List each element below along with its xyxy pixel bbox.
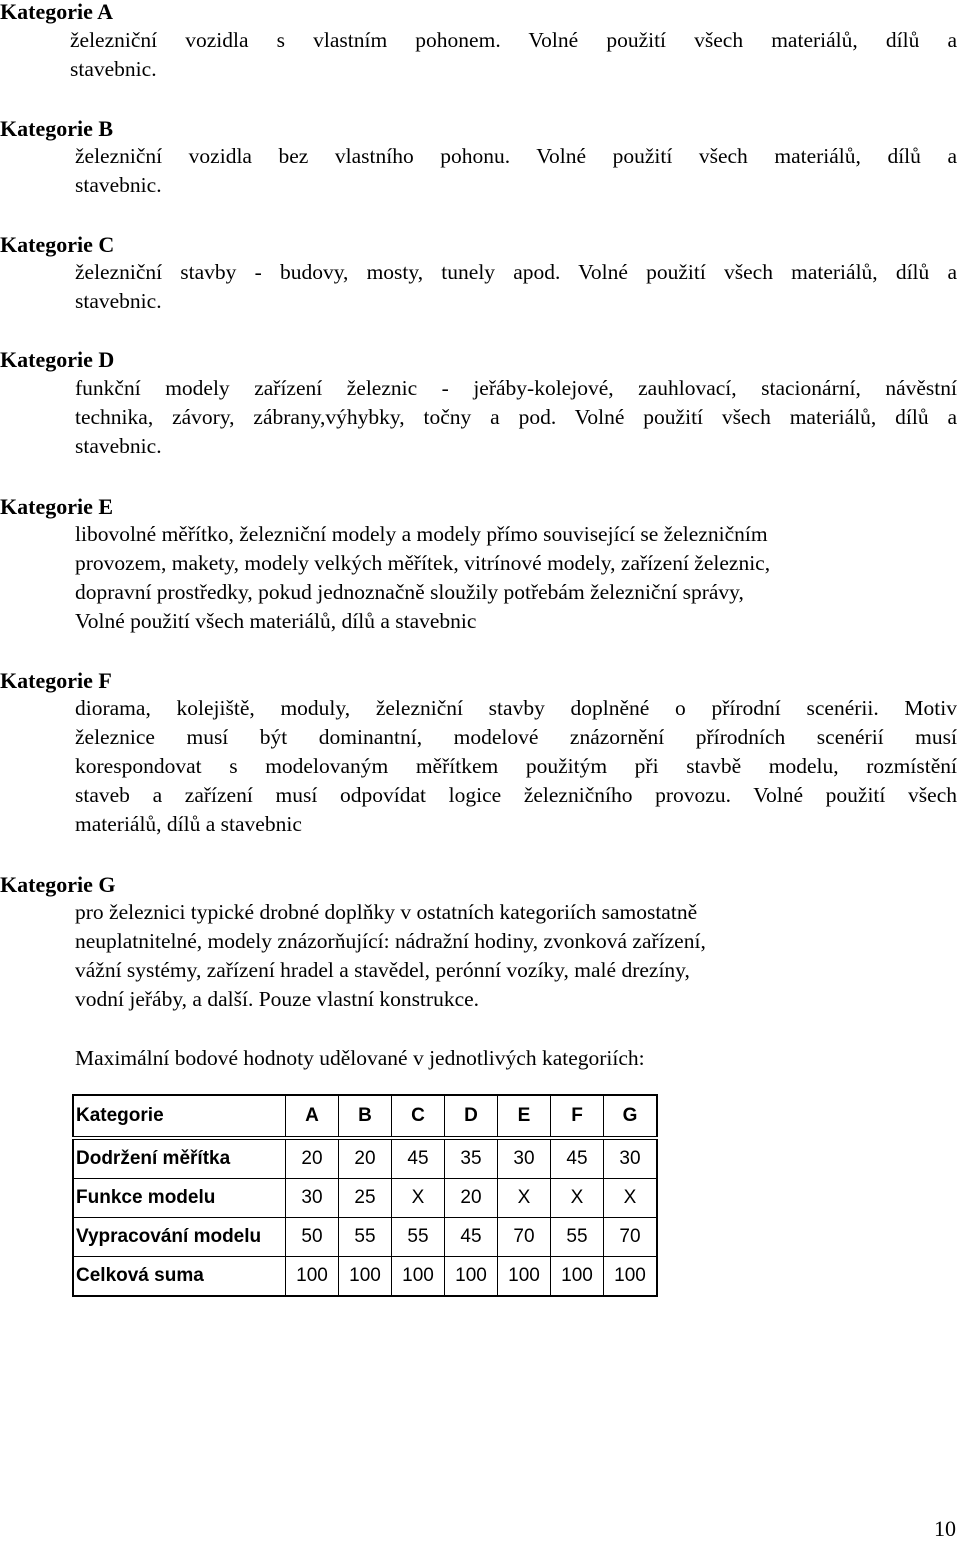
text-line: libovolné měřítko, železniční modely a modely přímo související se železničním	[75, 522, 768, 546]
category-title: Kategorie C	[0, 232, 115, 257]
table-cell: 55	[339, 1218, 392, 1257]
table-row	[73, 1218, 657, 1257]
table-cell: 45	[392, 1138, 445, 1179]
text-line: stavebnic.	[75, 434, 162, 458]
table-header-cell: F	[551, 1095, 604, 1138]
category-description	[75, 142, 957, 200]
category-description	[75, 520, 957, 636]
table-cell: 100	[498, 1257, 551, 1297]
table-cell: 35	[445, 1138, 498, 1179]
text-line: železnice musí být dominantní, modelové znázornění přírodních scenérií musí	[75, 725, 957, 749]
text-line: funkční modely zařízení železnic - jeřáby-kolejové, zauhlovací, stacionární, návěstní	[75, 376, 957, 400]
table-cell: 100	[551, 1257, 604, 1297]
category-title: Kategorie E	[0, 494, 114, 519]
table-row-label: Funkce modelu	[73, 1179, 286, 1218]
text-line: vážní systémy, zařízení hradel a stavědel, perónní vozíky, malé drezíny,	[75, 958, 690, 982]
text-line: stavebnic.	[75, 289, 162, 313]
category-title: Kategorie A	[0, 0, 114, 24]
table-cell: X	[604, 1179, 658, 1218]
table-cell: X	[498, 1179, 551, 1218]
table-cell: 70	[498, 1218, 551, 1257]
table-cell: X	[392, 1179, 445, 1218]
table-cell: 20	[445, 1179, 498, 1218]
table-intro: Maximální bodové hodnoty udělované v jednotlivých kategoriích:	[75, 1046, 645, 1070]
table-cell: 50	[286, 1218, 339, 1257]
table-row-label: Dodržení měřítka	[73, 1138, 286, 1179]
table-cell: 70	[604, 1218, 658, 1257]
table-cell: 100	[392, 1257, 445, 1297]
text-line: železniční vozidla bez vlastního pohonu. Volné použití všech materiálů, dílů a	[75, 144, 957, 168]
table-cell: 25	[339, 1179, 392, 1218]
score-table	[72, 1094, 658, 1297]
text-line: korespondovat s modelovaným měřítkem použitým při stavbě modelu, rozmístění	[75, 754, 957, 778]
table-cell: 100	[445, 1257, 498, 1297]
text-line: diorama, kolejiště, moduly, železniční stavby doplněné o přírodní scenérii. Motiv	[75, 696, 957, 720]
text-line: neuplatnitelné, modely znázorňující: nádražní hodiny, zvonková zařízení,	[75, 929, 706, 953]
text-line: provozem, makety, modely velkých měřítek, vitrínové modely, zařízení železnic,	[75, 551, 771, 575]
table-cell: 20	[286, 1138, 339, 1179]
table-cell: 30	[604, 1138, 658, 1179]
table-header-cell: G	[604, 1095, 658, 1138]
table-row	[73, 1138, 657, 1179]
table-row	[73, 1257, 657, 1297]
text-line: stavebnic.	[75, 173, 162, 197]
table-cell: 30	[498, 1138, 551, 1179]
category-description	[75, 898, 957, 1014]
text-line: materiálů, dílů a stavebnic	[75, 812, 302, 836]
category-description	[75, 258, 957, 316]
table-cell: 55	[392, 1218, 445, 1257]
table-header-cell: A	[286, 1095, 339, 1138]
category-title: Kategorie G	[0, 872, 116, 897]
text-line: dopravní prostředky, pokud jednoznačně sloužily potřebám železniční správy,	[75, 580, 744, 604]
table-cell: 45	[445, 1218, 498, 1257]
text-line: vodní jeřáby, a další. Pouze vlastní konstrukce.	[75, 987, 480, 1011]
table-cell: X	[551, 1179, 604, 1218]
text-line: Volné použití všech materiálů, dílů a stavebnic	[75, 609, 477, 633]
table-header-cell: B	[339, 1095, 392, 1138]
table-cell: 45	[551, 1138, 604, 1179]
page-number: 10	[934, 1516, 956, 1541]
category-description	[70, 26, 957, 84]
table-header-cell: Kategorie	[73, 1095, 286, 1138]
table-row	[73, 1179, 657, 1218]
table-header-cell: E	[498, 1095, 551, 1138]
text-line: staveb a zařízení musí odpovídat logice železničního provozu. Volné použití všech	[75, 783, 957, 807]
category-title: Kategorie D	[0, 347, 115, 372]
category-title: Kategorie F	[0, 668, 112, 693]
table-header-cell: D	[445, 1095, 498, 1138]
text-line: železniční vozidla s vlastním pohonem. Volné použití všech materiálů, dílů a	[70, 28, 957, 52]
table-cell: 30	[286, 1179, 339, 1218]
category-description	[75, 374, 957, 461]
text-line: pro železnici typické drobné doplňky v ostatních kategoriích samostatně	[75, 900, 698, 924]
table-cell: 100	[604, 1257, 658, 1297]
table-header-cell: C	[392, 1095, 445, 1138]
table-row-label: Celková suma	[73, 1257, 286, 1297]
text-line: železniční stavby - budovy, mosty, tunely apod. Volné použití všech materiálů, dílů a	[75, 260, 957, 284]
table-header-row	[73, 1095, 657, 1138]
category-description	[75, 694, 957, 839]
category-title: Kategorie B	[0, 116, 114, 141]
table-cell: 100	[286, 1257, 339, 1297]
text-line: technika, závory, zábrany,výhybky, točny a pod. Volné použití všech materiálů, dílů a	[75, 405, 957, 429]
table-cell: 100	[339, 1257, 392, 1297]
table-row-label: Vypracování modelu	[73, 1218, 286, 1257]
table-cell: 20	[339, 1138, 392, 1179]
text-line: stavebnic.	[70, 57, 157, 81]
table-cell: 55	[551, 1218, 604, 1257]
